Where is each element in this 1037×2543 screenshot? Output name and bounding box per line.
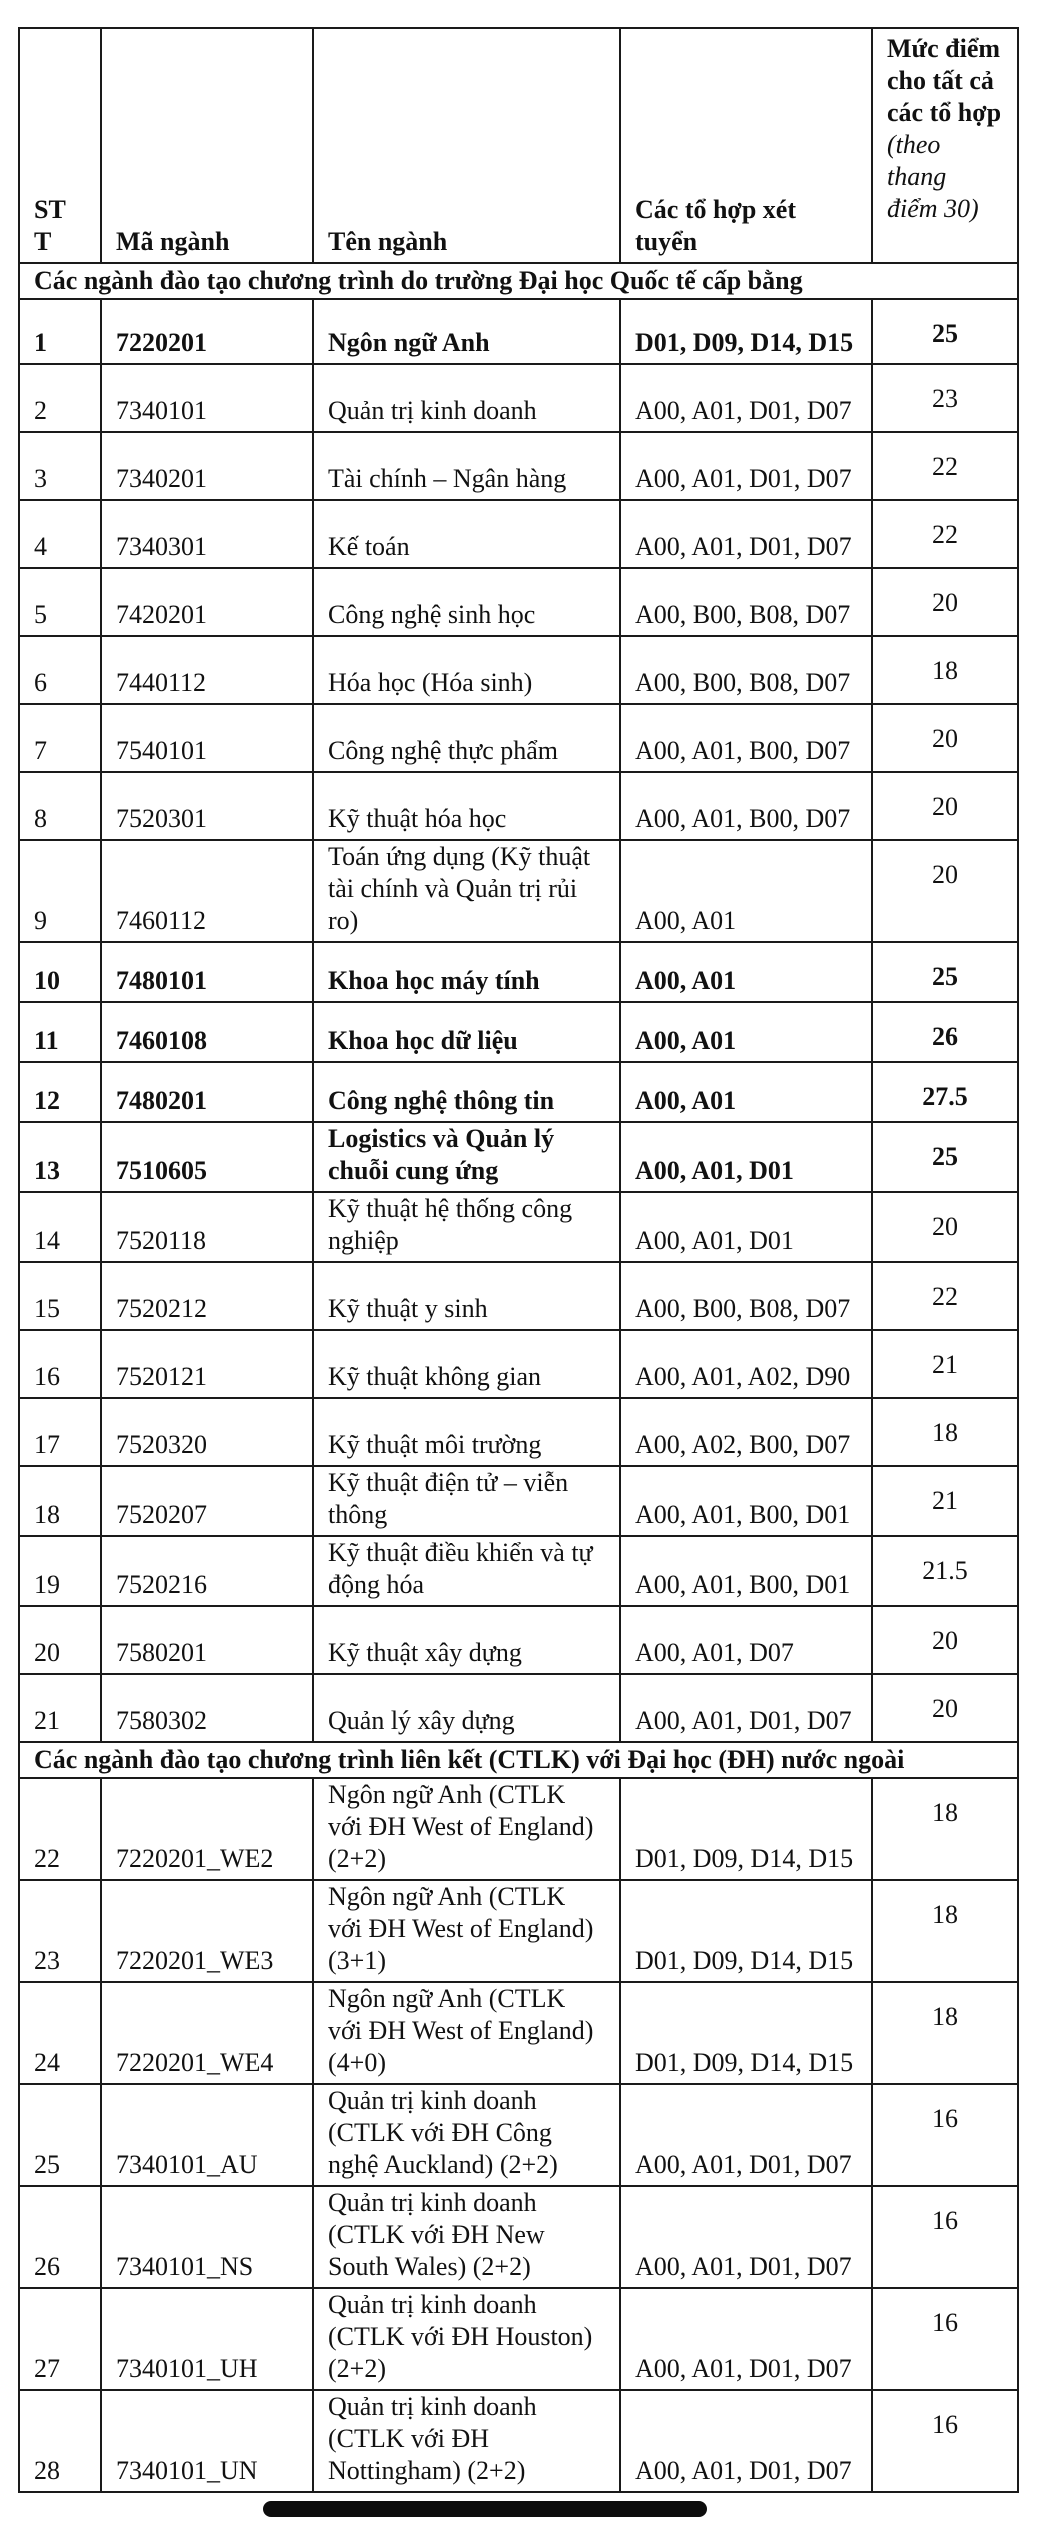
table-row [19, 2390, 1018, 2492]
table-row [19, 299, 1018, 364]
cell-code: 7510605 [101, 1122, 313, 1192]
section-title: Các ngành đào tạo chương trình do trường Đại học Quốc tế cấp bằng [19, 263, 1018, 299]
cell-stt: 27 [19, 2288, 101, 2390]
cell-score: 20 [872, 772, 1018, 840]
cell-score: 16 [872, 2390, 1018, 2492]
cell-stt: 23 [19, 1880, 101, 1982]
cell-code: 7580201 [101, 1606, 313, 1674]
cell-combos: A00, A01, B00, D01 [620, 1466, 872, 1536]
cell-score: 21 [872, 1330, 1018, 1398]
cell-code: 7220201_WE3 [101, 1880, 313, 1982]
cell-stt: 5 [19, 568, 101, 636]
cell-combos: A00, A01 [620, 942, 872, 1002]
cell-score: 25 [872, 942, 1018, 1002]
cell-code: 7340101_AU [101, 2084, 313, 2186]
cell-score: 25 [872, 1122, 1018, 1192]
cell-name: Công nghệ thực phẩm [313, 704, 620, 772]
table-row [19, 1330, 1018, 1398]
cell-score: 18 [872, 1880, 1018, 1982]
cell-score: 18 [872, 1982, 1018, 2084]
cell-name: Tài chính – Ngân hàng [313, 432, 620, 500]
table-row [19, 500, 1018, 568]
cell-name: Toán ứng dụng (Kỹ thuật tài chính và Quản trị rủi ro) [313, 840, 620, 942]
cell-combos: A00, A01, D01 [620, 1192, 872, 1262]
cell-stt: 28 [19, 2390, 101, 2492]
cell-combos: A00, A01, D01, D07 [620, 1674, 872, 1742]
cell-code: 7340301 [101, 500, 313, 568]
cell-score: 20 [872, 1606, 1018, 1674]
cell-score: 21 [872, 1466, 1018, 1536]
cell-name: Kỹ thuật hóa học [313, 772, 620, 840]
cell-name: Khoa học máy tính [313, 942, 620, 1002]
cell-combos: D01, D09, D14, D15 [620, 299, 872, 364]
cell-combos: A00, A01, D01, D07 [620, 2084, 872, 2186]
cell-stt: 15 [19, 1262, 101, 1330]
cell-code: 7480201 [101, 1062, 313, 1122]
cell-combos: A00, A01, D01, D07 [620, 2288, 872, 2390]
cell-name: Quản trị kinh doanh [313, 364, 620, 432]
cell-score: 16 [872, 2084, 1018, 2186]
table-row [19, 1002, 1018, 1062]
section-row [19, 1742, 1018, 1778]
cell-code: 7220201_WE2 [101, 1778, 313, 1880]
cell-stt: 22 [19, 1778, 101, 1880]
cell-score: 18 [872, 636, 1018, 704]
cell-score: 20 [872, 840, 1018, 942]
table-row [19, 636, 1018, 704]
cell-combos: A00, A01, D01, D07 [620, 500, 872, 568]
cell-name: Kỹ thuật điện tử – viễn thông [313, 1466, 620, 1536]
cell-combos: D01, D09, D14, D15 [620, 1778, 872, 1880]
cell-score: 20 [872, 1192, 1018, 1262]
cell-combos: A00, A01, D01, D07 [620, 432, 872, 500]
cell-stt: 12 [19, 1062, 101, 1122]
cell-combos: A00, A01, B00, D01 [620, 1536, 872, 1606]
cell-combos: A00, B00, B08, D07 [620, 636, 872, 704]
cell-code: 7520301 [101, 772, 313, 840]
table-row [19, 704, 1018, 772]
cell-combos: A00, A01, D01, D07 [620, 2390, 872, 2492]
cell-stt: 6 [19, 636, 101, 704]
table-row [19, 942, 1018, 1002]
cell-combos: D01, D09, D14, D15 [620, 1982, 872, 2084]
table-row [19, 2288, 1018, 2390]
cell-score: 18 [872, 1778, 1018, 1880]
cell-name: Kỹ thuật xây dựng [313, 1606, 620, 1674]
cell-code: 7580302 [101, 1674, 313, 1742]
cell-code: 7540101 [101, 704, 313, 772]
cell-combos: A00, A01, D01, D07 [620, 364, 872, 432]
cell-score: 22 [872, 432, 1018, 500]
cell-code: 7460112 [101, 840, 313, 942]
cell-combos: A00, A01 [620, 1062, 872, 1122]
cell-stt: 7 [19, 704, 101, 772]
cell-combos: A00, B00, B08, D07 [620, 568, 872, 636]
cell-stt: 4 [19, 500, 101, 568]
table-row [19, 2084, 1018, 2186]
table-row [19, 1536, 1018, 1606]
header-row [19, 28, 1018, 263]
cell-combos: A00, A01, D07 [620, 1606, 872, 1674]
table-row [19, 1192, 1018, 1262]
cell-code: 7520212 [101, 1262, 313, 1330]
table-row [19, 1398, 1018, 1466]
cell-name: Quản trị kinh doanh (CTLK với ĐH Công nghệ Auckland) (2+2) [313, 2084, 620, 2186]
cell-stt: 1 [19, 299, 101, 364]
cell-name: Quản trị kinh doanh (CTLK với ĐH Houston) (2+2) [313, 2288, 620, 2390]
cell-score: 26 [872, 1002, 1018, 1062]
header-stt: ST T [19, 28, 101, 263]
home-indicator-bar [263, 2501, 707, 2517]
cell-code: 7340101_UH [101, 2288, 313, 2390]
table-row [19, 1880, 1018, 1982]
cell-stt: 20 [19, 1606, 101, 1674]
header-score [872, 28, 1018, 263]
table-row [19, 432, 1018, 500]
cell-score: 20 [872, 704, 1018, 772]
cell-stt: 19 [19, 1536, 101, 1606]
cell-stt: 2 [19, 364, 101, 432]
cell-score: 20 [872, 568, 1018, 636]
cell-name: Quản lý xây dựng [313, 1674, 620, 1742]
cell-code: 7440112 [101, 636, 313, 704]
cell-stt: 3 [19, 432, 101, 500]
cell-combos: A00, A01, B00, D07 [620, 772, 872, 840]
cell-code: 7340101_NS [101, 2186, 313, 2288]
table-row [19, 1674, 1018, 1742]
cell-code: 7220201_WE4 [101, 1982, 313, 2084]
cell-name: Kỹ thuật điều khiển và tự động hóa [313, 1536, 620, 1606]
header-code: Mã ngành [101, 28, 313, 263]
cell-name: Ngôn ngữ Anh (CTLK với ĐH West of England) (4+0) [313, 1982, 620, 2084]
cell-score: 25 [872, 299, 1018, 364]
cell-name: Kỹ thuật y sinh [313, 1262, 620, 1330]
cell-stt: 16 [19, 1330, 101, 1398]
cell-code: 7520118 [101, 1192, 313, 1262]
cell-score: 20 [872, 1674, 1018, 1742]
cell-name: Kỹ thuật môi trường [313, 1398, 620, 1466]
cell-stt: 18 [19, 1466, 101, 1536]
table-row [19, 840, 1018, 942]
cell-combos: A00, A01, D01 [620, 1122, 872, 1192]
table-row [19, 364, 1018, 432]
cell-combos: A00, A02, B00, D07 [620, 1398, 872, 1466]
cell-stt: 11 [19, 1002, 101, 1062]
table-row [19, 1606, 1018, 1674]
header-score-note: (theo thang điểm 30) [887, 130, 979, 223]
table-row [19, 2186, 1018, 2288]
table-row [19, 1466, 1018, 1536]
cell-stt: 26 [19, 2186, 101, 2288]
cell-stt: 21 [19, 1674, 101, 1742]
cell-combos: A00, B00, B08, D07 [620, 1262, 872, 1330]
table-row [19, 1122, 1018, 1192]
cell-combos: A00, A01 [620, 1002, 872, 1062]
cell-code: 7520320 [101, 1398, 313, 1466]
header-score-title: Mức điểm cho tất cả các tổ hợp [887, 34, 1002, 127]
cell-name: Ngôn ngữ Anh (CTLK với ĐH West of England) (3+1) [313, 1880, 620, 1982]
cell-stt: 13 [19, 1122, 101, 1192]
cell-score: 22 [872, 500, 1018, 568]
cell-name: Kỹ thuật hệ thống công nghiệp [313, 1192, 620, 1262]
cell-code: 7220201 [101, 299, 313, 364]
section-title: Các ngành đào tạo chương trình liên kết (CTLK) với Đại học (ĐH) nước ngoài [19, 1742, 1018, 1778]
header-name: Tên ngành [313, 28, 620, 263]
cell-code: 7340101_UN [101, 2390, 313, 2492]
cell-name: Ngôn ngữ Anh (CTLK với ĐH West of England) (2+2) [313, 1778, 620, 1880]
table-row [19, 1982, 1018, 2084]
cell-stt: 8 [19, 772, 101, 840]
cell-name: Công nghệ thông tin [313, 1062, 620, 1122]
cell-combos: A00, A01, B00, D07 [620, 704, 872, 772]
cell-stt: 10 [19, 942, 101, 1002]
cell-score: 23 [872, 364, 1018, 432]
cell-score: 16 [872, 2288, 1018, 2390]
cell-name: Ngôn ngữ Anh [313, 299, 620, 364]
cell-score: 27.5 [872, 1062, 1018, 1122]
cell-code: 7340101 [101, 364, 313, 432]
cell-code: 7340201 [101, 432, 313, 500]
cell-stt: 14 [19, 1192, 101, 1262]
table-row [19, 1262, 1018, 1330]
table-row [19, 568, 1018, 636]
table-row [19, 772, 1018, 840]
cell-code: 7480101 [101, 942, 313, 1002]
cell-name: Khoa học dữ liệu [313, 1002, 620, 1062]
cell-score: 18 [872, 1398, 1018, 1466]
cell-name: Công nghệ sinh học [313, 568, 620, 636]
header-combos: Các tổ hợp xét tuyển [620, 28, 872, 263]
cell-combos: A00, A01, D01, D07 [620, 2186, 872, 2288]
cell-stt: 17 [19, 1398, 101, 1466]
admission-score-table [18, 27, 1019, 2493]
table-row [19, 1778, 1018, 1880]
cell-code: 7520207 [101, 1466, 313, 1536]
cell-code: 7520216 [101, 1536, 313, 1606]
cell-name: Logistics và Quản lý chuỗi cung ứng [313, 1122, 620, 1192]
cell-code: 7520121 [101, 1330, 313, 1398]
cell-stt: 25 [19, 2084, 101, 2186]
cell-score: 22 [872, 1262, 1018, 1330]
cell-combos: A00, A01, A02, D90 [620, 1330, 872, 1398]
cell-code: 7420201 [101, 568, 313, 636]
cell-code: 7460108 [101, 1002, 313, 1062]
cell-name: Kế toán [313, 500, 620, 568]
cell-combos: D01, D09, D14, D15 [620, 1880, 872, 1982]
section-row [19, 263, 1018, 299]
table-row [19, 1062, 1018, 1122]
cell-name: Hóa học (Hóa sinh) [313, 636, 620, 704]
cell-stt: 9 [19, 840, 101, 942]
cell-score: 21.5 [872, 1536, 1018, 1606]
cell-combos: A00, A01 [620, 840, 872, 942]
cell-score: 16 [872, 2186, 1018, 2288]
cell-name: Quản trị kinh doanh (CTLK với ĐH Nottingham) (2+2) [313, 2390, 620, 2492]
cell-name: Quản trị kinh doanh (CTLK với ĐH New South Wales) (2+2) [313, 2186, 620, 2288]
cell-stt: 24 [19, 1982, 101, 2084]
cell-name: Kỹ thuật không gian [313, 1330, 620, 1398]
